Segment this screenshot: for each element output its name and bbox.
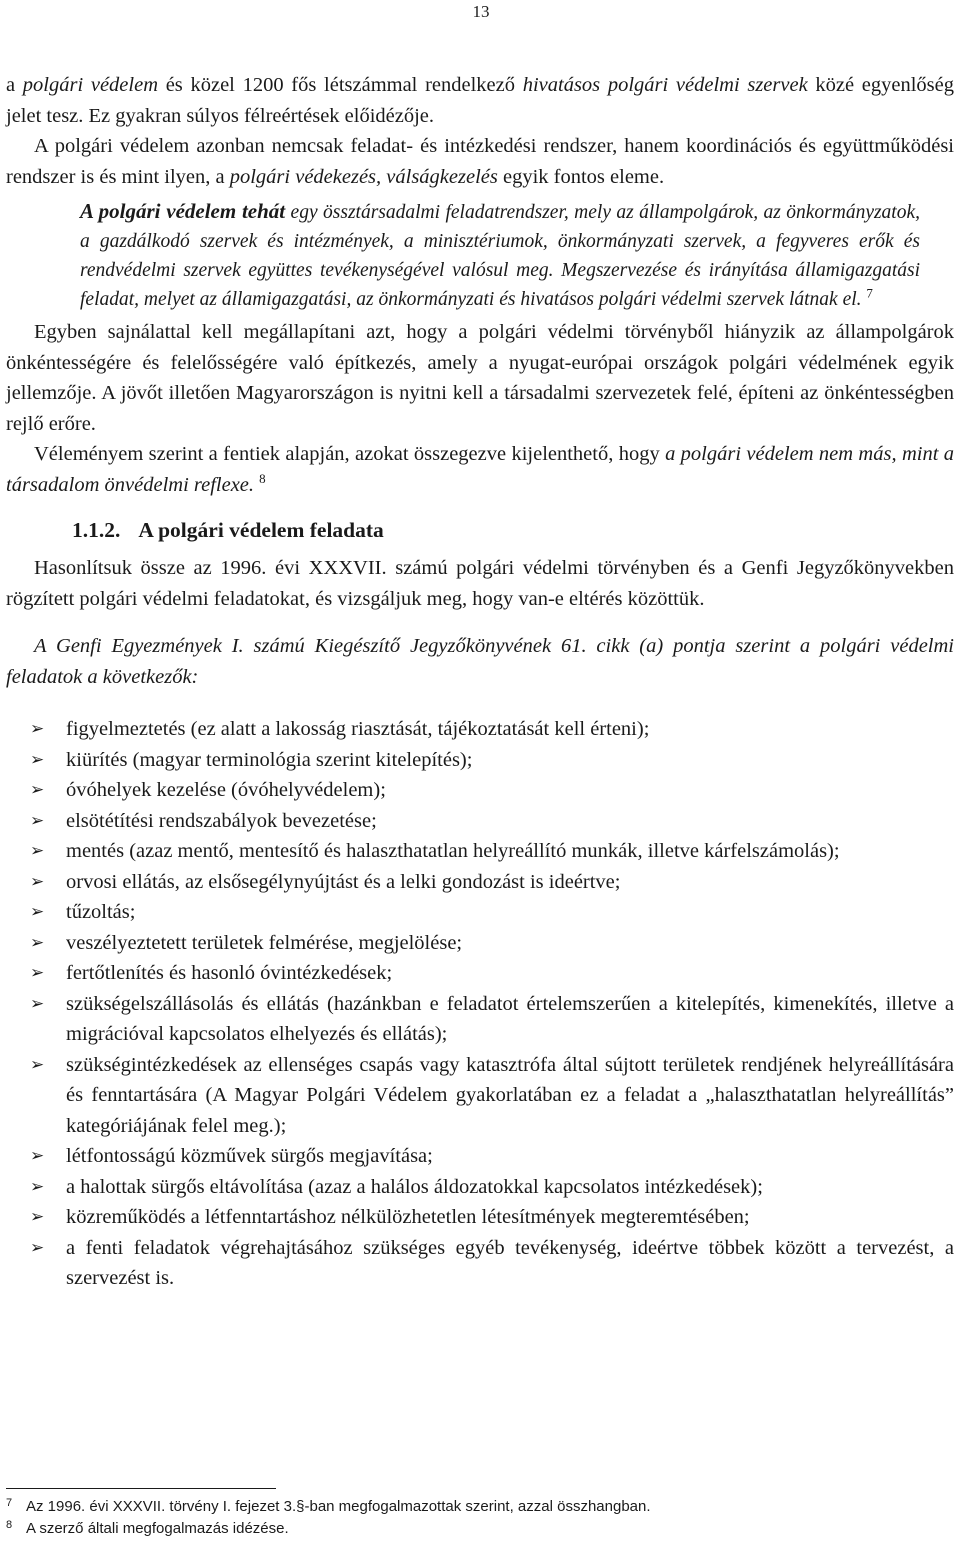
text-run: a <box>6 74 23 96</box>
footnote-text: Az 1996. évi XXXVII. törvény I. fejezet 3.§-ban megfogalmazottak szerint, azzal összhangban. <box>26 1498 651 1515</box>
footnote-mark: 7 <box>6 1497 13 1509</box>
list-item <box>30 714 954 745</box>
list-item <box>30 745 954 776</box>
page-body <box>6 70 954 1294</box>
arrowhead-bullet-icon: ➢ <box>30 810 45 831</box>
italic-term: polgári védelem <box>22 74 159 96</box>
arrowhead-bullet-icon: ➢ <box>30 1207 45 1227</box>
footnote-ref-7[interactable]: 7 <box>866 285 873 301</box>
list-item-text: szükségelszállásolás és ellátás (hazánkban e feladatot értelemszerűen a kitelepítés, kimenekítés, illetve a migrációval kapcsolatos elhelyezés és ellátás); <box>66 992 954 1045</box>
arrowhead-bullet-icon: ➢ <box>30 963 45 983</box>
list-item-text: a halottak sürgős eltávolítása (azaz a halálos áldozatokkal kapcsolatos intézkedések); <box>66 1175 763 1198</box>
arrowhead-bullet-icon: ➢ <box>30 993 45 1014</box>
list-item-text: kiürítés (magyar terminológia szerint kitelepítés); <box>66 748 473 771</box>
arrowhead-bullet-icon: ➢ <box>30 749 45 770</box>
footnote-7 <box>6 1496 946 1518</box>
list-item <box>30 1050 954 1142</box>
footnotes <box>6 1496 946 1540</box>
list-item-text: közreműködés a létfenntartáshoz nélkülözhetetlen létesítmények megteremtésében; <box>66 1206 750 1228</box>
arrowhead-bullet-icon: ➢ <box>30 780 45 800</box>
footnote-text: A szerző általi megfogalmazás idézése. <box>26 1520 289 1537</box>
task-list <box>6 714 954 1294</box>
list-item <box>30 1202 954 1233</box>
arrowhead-bullet-icon: ➢ <box>30 1176 45 1197</box>
section-title: A polgári védelem feladata <box>138 518 384 542</box>
list-item <box>30 958 954 989</box>
arrowhead-bullet-icon: ➢ <box>30 1146 45 1166</box>
arrowhead-bullet-icon: ➢ <box>30 1054 45 1075</box>
page-number: 13 <box>472 2 490 21</box>
paragraph-5: Hasonlítsuk össze az 1996. évi XXXVII. számú polgári védelmi törvényben és a Genfi Jegyzőkönyvekben rögzített polgári védelmi feladatokat, és vizsgáljuk meg, hogy van-e eltérés közöttük. <box>6 557 954 610</box>
list-item <box>30 1141 954 1172</box>
arrowhead-bullet-icon: ➢ <box>30 719 45 739</box>
quote-text: egy össztársadalmi feladatrendszer, mely az állampolgárok, az önkormányzatok, a gazdálkodó szervek és intézmények, a minisztériumok, önkormányzati szervek, a fegyveres erők és rendvédelmi szervek együttes tevékenységével valósul meg. Megszervezése és irányítása államigazgatási feladat, melyet az államigazgatási, az önkormányzati és hivatásos polgári védelmi szervek látnak el. <box>80 202 921 310</box>
list-item <box>30 989 954 1050</box>
text-run: közé egyenlőség jelet tesz. Ez gyakran súlyos félreértések előidézője. <box>6 74 955 127</box>
quote-lead: A polgári védelem tehát <box>80 199 286 223</box>
list-item-text: elsötétítési rendszabályok bevezetése; <box>66 809 377 832</box>
footnote-ref-8[interactable]: 8 <box>259 470 266 486</box>
list-item <box>30 867 954 898</box>
list-item <box>30 775 954 806</box>
list-item-text: orvosi ellátás, az elsősegélynyújtást és a lelki gondozást is ideértve; <box>66 870 621 893</box>
arrowhead-bullet-icon: ➢ <box>30 932 45 953</box>
definition-quote <box>6 197 954 314</box>
list-item-text: tűzoltás; <box>66 901 136 923</box>
list-item-text: mentés (azaz mentő, mentesítő és halaszthatatlan helyreállító munkák, illetve kárfelszámolás); <box>66 840 840 862</box>
list-item <box>30 1233 954 1294</box>
paragraph-4 <box>6 439 954 500</box>
section-heading <box>6 515 954 545</box>
text-run: egyik fontos eleme. <box>497 165 665 188</box>
list-item-text: veszélyeztetett területek felmérése, megjelölése; <box>66 931 463 954</box>
arrowhead-bullet-icon: ➢ <box>30 902 45 922</box>
arrowhead-bullet-icon: ➢ <box>30 841 45 861</box>
paragraph-2 <box>6 131 954 192</box>
footnote-separator <box>6 1488 276 1489</box>
text-run: A polgári védelem azonban nemcsak feladat- és intézkedési rendszer, hanem koordinációs és együttműködési rendszer is és mint ilyen, a <box>6 135 954 188</box>
arrowhead-bullet-icon: ➢ <box>30 871 45 892</box>
list-item <box>30 928 954 959</box>
paragraph-3: Egyben sajnálattal kell megállapítani azt, hogy a polgári védelmi törvényből hiányzik az állampolgárok önkéntességére és felelősségére való építkezés, amely a nyugat-európai országok polgári védelmének egyik jellemzője. A jövőt illetően Magyarországon is nyitni kell a társadalmi szervezetek felé, építeni az önkéntességben rejlő erőre. <box>6 321 954 435</box>
list-item-text: fertőtlenítés és hasonló óvintézkedések; <box>66 962 393 984</box>
list-item <box>30 897 954 928</box>
list-item <box>30 836 954 867</box>
section-number: 1.1.2. <box>72 518 121 542</box>
paragraph-6: A Genfi Egyezmények I. számú Kiegészítő Jegyzőkönyvének 61. cikk (a) pontja szerint a polgári védelmi feladatok a következők: <box>6 635 954 688</box>
arrowhead-bullet-icon: ➢ <box>30 1237 45 1258</box>
footnote-8 <box>6 1518 946 1540</box>
text-run: és közel 1200 fős létszámmal rendelkező <box>158 74 523 96</box>
list-item-text: óvóhelyek kezelése (óvóhelyvédelem); <box>66 779 386 801</box>
list-item <box>30 1172 954 1203</box>
list-item-text: létfontosságú közművek sürgős megjavítása; <box>66 1145 433 1167</box>
list-item-text: szükségintézkedések az ellenséges csapás vagy katasztrófa által sújtott területek rendjének helyreállítására és fenntartására (A Magyar Polgári Védelem gyakorlatában ez a feladat a „halaszthatatlan helyreállítás” kategóriájának felel meg.); <box>66 1053 954 1137</box>
list-item-text: a fenti feladatok végrehajtásához szükséges egyéb tevékenység, ideértve többek között a tervezést, a szervezést is. <box>66 1236 954 1289</box>
list-item-text: figyelmeztetés (ez alatt a lakosság riasztását, tájékoztatását kell érteni); <box>66 718 650 740</box>
footnote-mark: 8 <box>6 1519 13 1531</box>
italic-conclusion: a polgári védelem nem más, mint a társadalom önvédelmi reflexe. <box>6 443 954 496</box>
italic-term: polgári védekezés, válságkezelés <box>229 165 498 188</box>
italic-term: hivatásos polgári védelmi szervek <box>522 74 808 96</box>
text-run: Véleményem szerint a fentiek alapján, azokat összegezve kijelenthető, hogy <box>34 443 666 465</box>
list-item <box>30 806 954 837</box>
paragraph-1 <box>6 70 954 131</box>
